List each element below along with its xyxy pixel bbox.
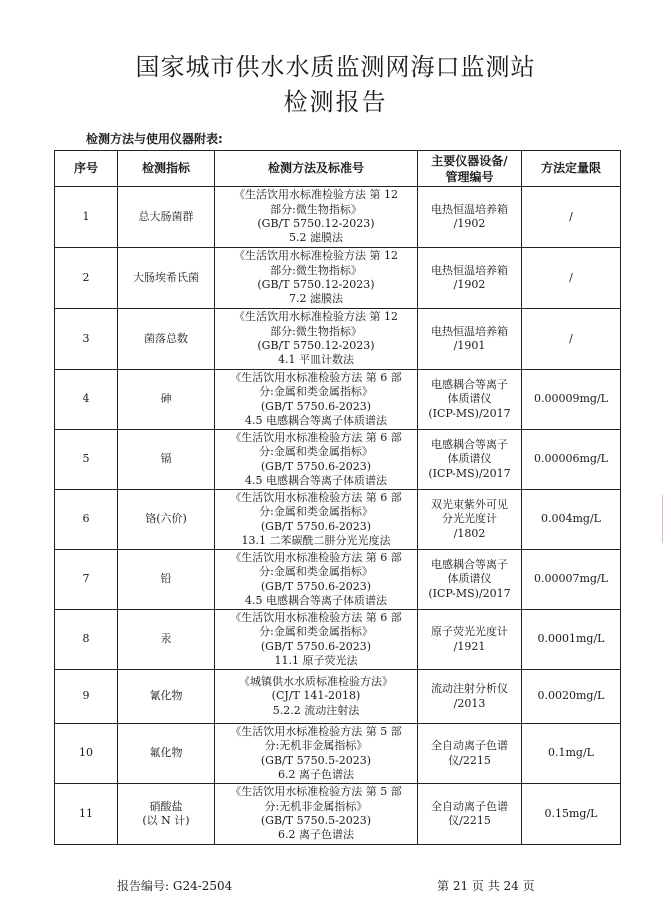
method-line: 6.2 离子色谱法 (278, 828, 354, 842)
instrument-line: 电感耦合等离子 (431, 557, 508, 571)
row-method (215, 724, 418, 784)
row-instrument (418, 248, 522, 309)
method-line: (GB/T 5750.6-2023) (260, 459, 372, 473)
instrument-line: 仪/2215 (448, 814, 491, 827)
instrument-line: /1802 (453, 526, 486, 540)
row-method (215, 610, 418, 670)
report-title: 国家城市供水水质监测网海口监测站 (135, 53, 536, 81)
instrument-line: /1902 (453, 278, 486, 291)
method-line: 5.2.2 流动注射法 (272, 703, 360, 717)
method-line: 13.1 二苯碳酰二肼分光光度法 (241, 533, 391, 547)
row-instrument (418, 187, 522, 248)
row-method (215, 248, 418, 309)
report-subtitle: 检测报告 (283, 88, 388, 116)
row-number: 4 (55, 370, 118, 430)
instrument-line: 电热恒温培养箱 (431, 324, 508, 338)
row-instrument (418, 490, 522, 550)
instrument-line: 电热恒温培养箱 (431, 263, 508, 277)
method-line: 《生活饮用水标准检验方法 第 5 部 (230, 724, 402, 738)
table-row (55, 370, 621, 430)
method-line: 部分:微生物指标》 (270, 324, 362, 338)
row-item: 铅 (118, 550, 215, 610)
row-method (215, 550, 418, 610)
row-method (215, 784, 418, 845)
method-line: (GB/T 5750.12-2023) (257, 217, 375, 230)
row-instrument (418, 724, 522, 784)
table-row (55, 724, 621, 784)
method-line: 《生活饮用水标准检验方法 第 6 部 (230, 550, 402, 564)
method-line: 4.1 平皿计数法 (278, 353, 354, 367)
row-number: 10 (55, 724, 118, 784)
row-number: 9 (55, 670, 118, 724)
page-number: 第 21 页 共 24 页 (437, 879, 535, 893)
row-number: 8 (55, 610, 118, 670)
method-line: 分:无机非金属指标》 (264, 799, 368, 813)
instrument-line: 电热恒温培养箱 (431, 202, 508, 216)
method-line: 4.5 电感耦合等离子体质谱法 (245, 473, 387, 487)
row-instrument (418, 784, 522, 845)
method-line: (GB/T 5750.6-2023) (260, 399, 372, 413)
instrument-line: 电感耦合等离子 (431, 377, 508, 391)
method-line: (GB/T 5750.6-2023) (260, 519, 372, 533)
row-number: 5 (55, 430, 118, 490)
header-item: 检测指标 (118, 151, 215, 187)
method-line: 部分:微生物指标》 (270, 263, 362, 277)
row-limit: 0.00006mg/L (522, 430, 621, 490)
method-line: 《生活饮用水标准检验方法 第 6 部 (230, 490, 402, 504)
method-line: 分:金属和类金属指标》 (259, 445, 373, 459)
row-item: 菌落总数 (118, 309, 215, 370)
instrument-line: 流动注射分析仪 (431, 682, 508, 695)
method-line: 6.2 离子色谱法 (278, 767, 354, 781)
row-number: 2 (55, 248, 118, 309)
row-limit: / (522, 248, 621, 309)
header-instrument (418, 151, 522, 187)
method-line: 5.2 滤膜法 (289, 231, 343, 245)
row-limit: 0.1mg/L (522, 724, 621, 784)
method-line: (GB/T 5750.5-2023) (260, 814, 372, 827)
table-row (55, 430, 621, 490)
instrument-line: (ICP-MS)/2017 (428, 466, 511, 480)
methods-table (54, 150, 621, 845)
row-number: 7 (55, 550, 118, 610)
row-limit: 0.00007mg/L (522, 550, 621, 610)
method-line: 《生活饮用水标准检验方法 第 6 部 (230, 430, 402, 444)
header-no: 序号 (55, 151, 118, 187)
row-number: 1 (55, 187, 118, 248)
method-line: 《生活饮用水标准检验方法 第 12 (234, 249, 398, 263)
row-limit: 0.15mg/L (522, 784, 621, 845)
row-item: 汞 (118, 610, 215, 670)
header-instrument-text: 主要仪器设备/管理编号 (431, 153, 508, 184)
table-row (55, 490, 621, 550)
row-limit: 0.0001mg/L (522, 610, 621, 670)
instrument-line: 双光束紫外可见 (431, 497, 508, 511)
row-method (215, 187, 418, 248)
row-item: 氟化物 (118, 724, 215, 784)
instrument-line: 体质谱仪 (447, 392, 492, 406)
method-line: 11.1 原子荧光法 (274, 653, 358, 667)
method-line: 《生活饮用水标准检验方法 第 5 部 (230, 785, 402, 799)
row-item: 镉 (118, 430, 215, 490)
instrument-line: 全自动离子色谱 (431, 739, 508, 752)
row-instrument (418, 610, 522, 670)
method-line: 部分:微生物指标》 (270, 202, 362, 216)
instrument-line: (ICP-MS)/2017 (428, 406, 511, 420)
row-method (215, 370, 418, 430)
instrument-line: 电感耦合等离子 (431, 437, 508, 451)
row-instrument (418, 550, 522, 610)
row-item: 总大肠菌群 (118, 187, 215, 248)
row-item: 氰化物 (118, 670, 215, 724)
method-line: 4.5 电感耦合等离子体质谱法 (245, 593, 387, 607)
row-limit: / (522, 187, 621, 248)
method-line: (GB/T 5750.6-2023) (260, 639, 372, 653)
method-line: 7.2 滤膜法 (289, 292, 343, 306)
section-label: 检测方法与使用仪器附表: (86, 132, 223, 146)
table-row (55, 309, 621, 370)
instrument-line: 仪/2215 (448, 753, 491, 767)
method-line: 《生活饮用水标准检验方法 第 12 (234, 310, 398, 324)
row-item: 大肠埃希氏菌 (118, 248, 215, 309)
method-line: (GB/T 5750.12-2023) (257, 278, 375, 291)
instrument-line: /2013 (453, 696, 486, 710)
instrument-line: 分光光度计 (442, 512, 497, 526)
table-body (55, 187, 621, 845)
instrument-line: (ICP-MS)/2017 (428, 586, 511, 600)
table-row (55, 187, 621, 248)
row-item: 砷 (118, 370, 215, 430)
method-line: 《生活饮用水标准检验方法 第 12 (234, 188, 398, 202)
header-method: 检测方法及标准号 (215, 151, 418, 187)
table-row (55, 784, 621, 845)
header-limit: 方法定量限 (522, 151, 621, 187)
method-line: (GB/T 5750.5-2023) (260, 753, 372, 767)
row-method (215, 309, 418, 370)
table-row (55, 670, 621, 724)
row-limit: 0.00009mg/L (522, 370, 621, 430)
row-method (215, 430, 418, 490)
instrument-line: /1921 (453, 639, 486, 653)
row-item: 铬(六价) (118, 490, 215, 550)
row-limit: 0.0020mg/L (522, 670, 621, 724)
instrument-line: /1902 (453, 217, 486, 230)
instrument-line: 体质谱仪 (447, 572, 492, 586)
method-line: 分:金属和类金属指标》 (259, 505, 373, 519)
method-line: 《生活饮用水标准检验方法 第 6 部 (230, 370, 402, 384)
method-line: (GB/T 5750.6-2023) (260, 579, 372, 593)
instrument-line: 体质谱仪 (447, 452, 492, 466)
method-line: 《城镇供水水质标准检验方法》 (239, 675, 393, 689)
instrument-line: 原子荧光光度计 (431, 625, 508, 638)
row-instrument (418, 370, 522, 430)
method-line: 4.5 电感耦合等离子体质谱法 (245, 413, 387, 427)
method-line: 分:金属和类金属指标》 (259, 565, 373, 579)
table-row (55, 610, 621, 670)
row-number: 3 (55, 309, 118, 370)
method-line: 分:金属和类金属指标》 (259, 625, 373, 639)
row-limit: 0.004mg/L (522, 490, 621, 550)
row-method (215, 670, 418, 724)
row-number: 11 (55, 784, 118, 845)
method-line: (CJ/T 141-2018) (271, 689, 361, 703)
method-line: (GB/T 5750.12-2023) (257, 339, 375, 352)
method-line: 《生活饮用水标准检验方法 第 6 部 (230, 610, 402, 624)
instrument-line: /1901 (453, 339, 486, 352)
row-limit: / (522, 309, 621, 370)
row-method (215, 490, 418, 550)
row-number: 6 (55, 490, 118, 550)
table-row (55, 550, 621, 610)
edge-seal-mark (662, 495, 671, 543)
row-item: 硝酸盐 (以 N 计) (118, 784, 215, 845)
row-instrument (418, 430, 522, 490)
row-instrument (418, 670, 522, 724)
row-instrument (418, 309, 522, 370)
method-line: 分:金属和类金属指标》 (259, 385, 373, 399)
method-line: 分:无机非金属指标》 (264, 739, 368, 753)
instrument-line: 全自动离子色谱 (431, 799, 508, 813)
table-header-row (55, 151, 621, 187)
table-row (55, 248, 621, 309)
report-number: 报告编号: G24-2504 (117, 879, 233, 893)
